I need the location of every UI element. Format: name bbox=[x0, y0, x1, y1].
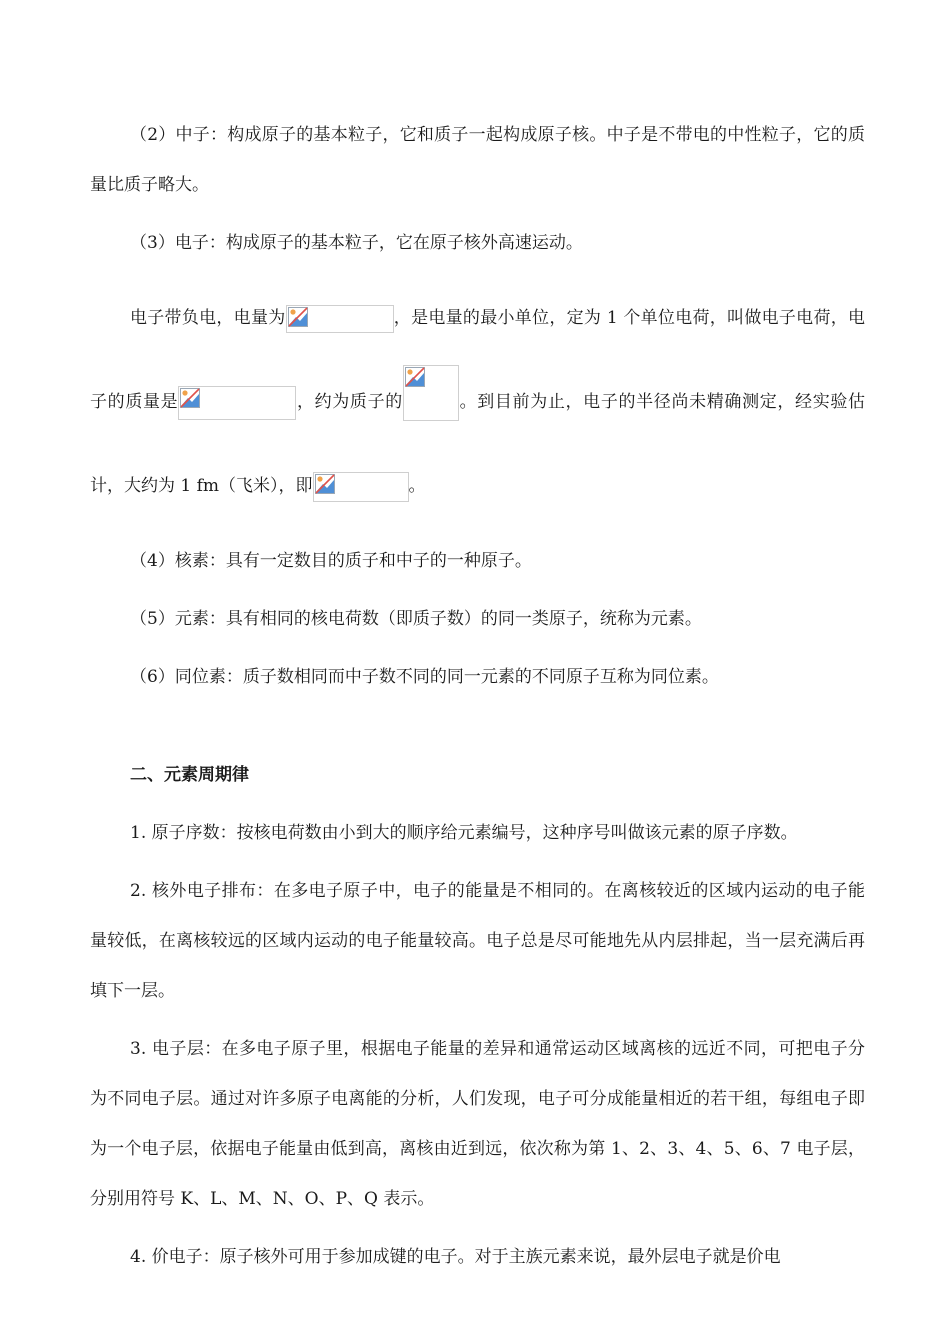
text-charge-d: 。到目前为止，电子的半径尚未精确测定，经实验估计，大约为 1 fm（飞米），即 bbox=[90, 392, 866, 496]
paragraph-electron-shells: 3. 电子层：在多电子原子里，根据电子能量的差异和通常运动区域离核的远近不同，可把电子分为不同电子层。通过对许多原子电离能的分析，人们发现，电子可分成能量相近的若干组，每组电子即为一个电子层，依据电子能量由低到高，离核由近到远，依次称为第 1、2、3、4、5、6、7 电子层，分别用符号 K、L、M、N、O、P、Q 表示。 bbox=[90, 1039, 865, 1209]
paragraph-electron-charge bbox=[90, 276, 865, 528]
formula-image-ratio bbox=[403, 365, 459, 421]
broken-image-icon bbox=[180, 388, 200, 408]
document-page bbox=[90, 110, 865, 1290]
broken-image-icon bbox=[288, 307, 308, 327]
paragraph-neutron: （2）中子：构成原子的基本粒子，它和质子一起构成原子核。中子是不带电的中性粒子，它的质量比质子略大。 bbox=[90, 125, 865, 195]
formula-image-charge bbox=[286, 305, 394, 333]
paragraph-isotope: （6）同位素：质子数相同而中子数不同的同一元素的不同原子互称为同位素。 bbox=[130, 667, 719, 687]
text-charge-e: 。 bbox=[408, 476, 426, 496]
section-title: 二、元素周期律 bbox=[130, 765, 249, 785]
text-charge-c: ，约为质子的 bbox=[296, 392, 403, 412]
paragraph-valence-electron: 4. 价电子：原子核外可用于参加成键的电子。对于主族元素来说，最外层电子就是价电 bbox=[130, 1247, 781, 1267]
formula-image-mass bbox=[178, 386, 296, 420]
text-charge-a: 电子带负电，电量为 bbox=[130, 308, 286, 328]
paragraph-electron-arrangement: 2. 核外电子排布：在多电子原子中，电子的能量是不相同的。在离核较近的区域内运动的电子能量较低，在离核较远的区域内运动的电子能量较高。电子总是尽可能地先从内层排起，当一层充满后再填下一层。 bbox=[90, 881, 865, 1001]
paragraph-nuclide: （4）核素：具有一定数目的质子和中子的一种原子。 bbox=[130, 551, 532, 571]
paragraph-atomic-number: 1. 原子序数：按核电荷数由小到大的顺序给元素编号，这种序号叫做该元素的原子序数。 bbox=[130, 823, 798, 843]
paragraph-element: （5）元素：具有相同的核电荷数（即质子数）的同一类原子，统称为元素。 bbox=[130, 609, 702, 629]
paragraph-electron: （3）电子：构成原子的基本粒子，它在原子核外高速运动。 bbox=[130, 233, 583, 253]
broken-image-icon bbox=[405, 367, 425, 387]
formula-image-radius bbox=[313, 472, 409, 502]
text-charge-b: ，是电量的最小单位，定为 1 个单位电荷，叫做电子电荷，电子的质量是 bbox=[90, 308, 866, 412]
broken-image-icon bbox=[315, 474, 335, 494]
